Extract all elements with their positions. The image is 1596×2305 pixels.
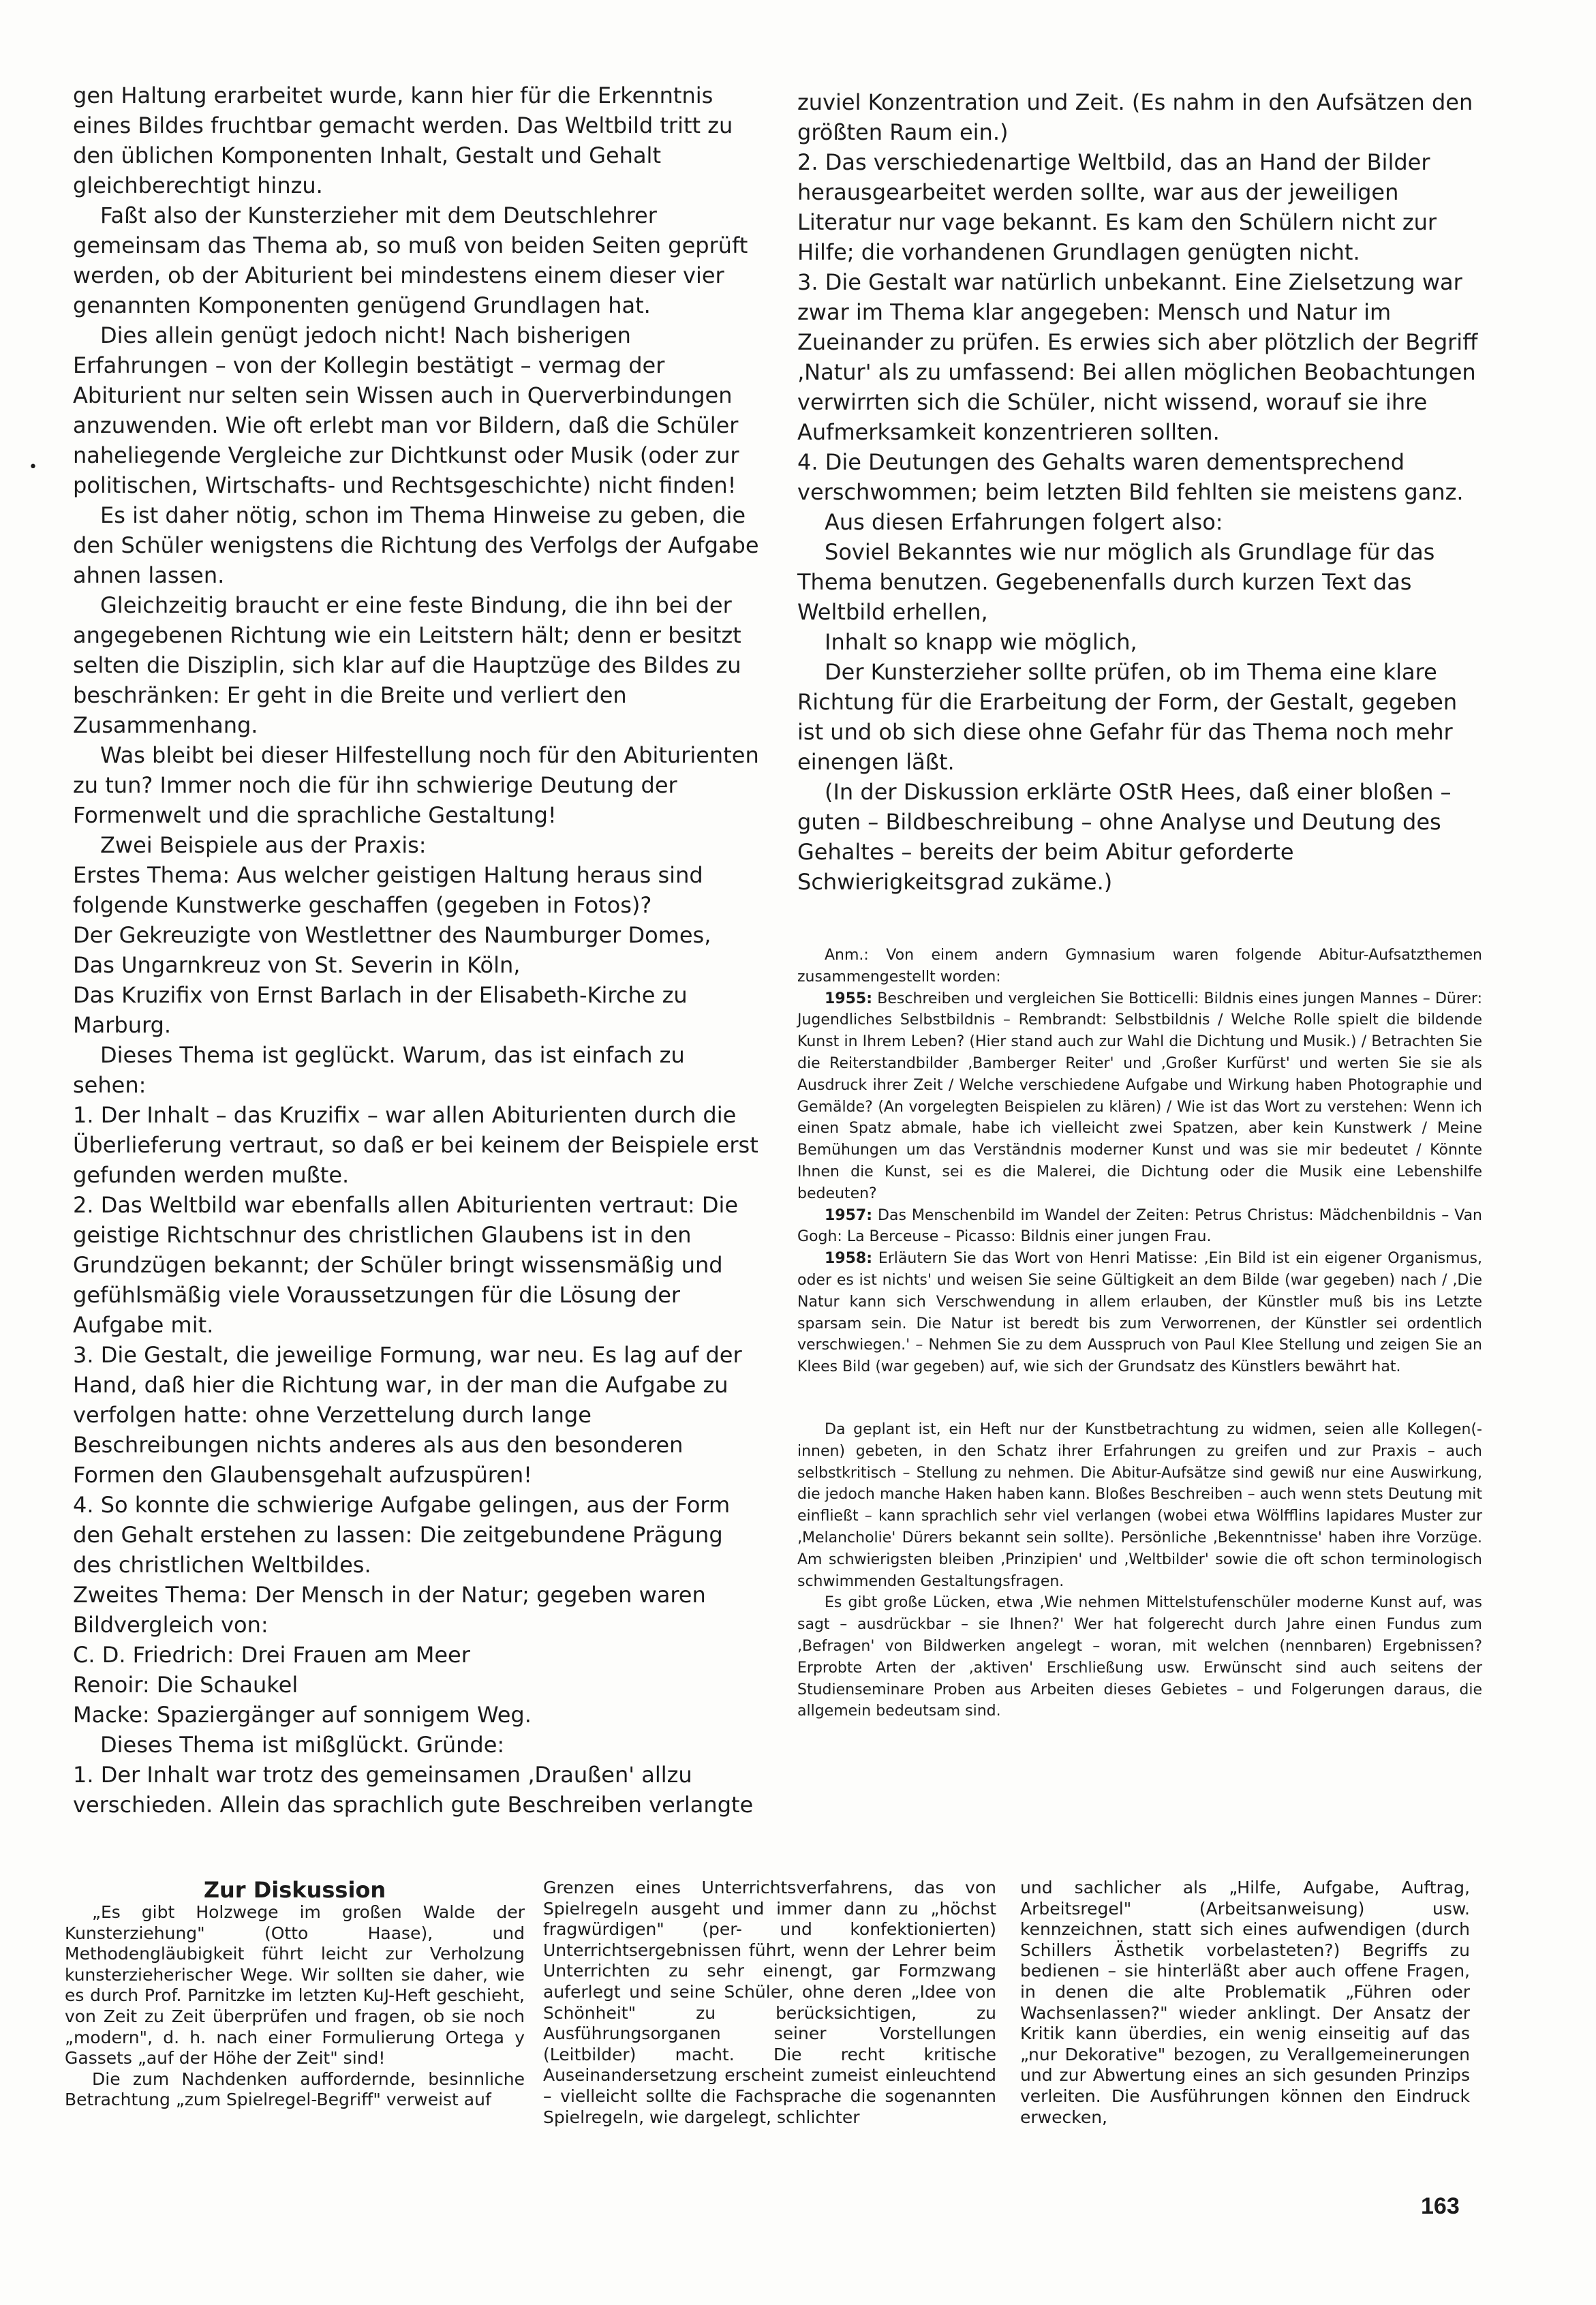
- discussion-paragraph: Die zum Nachdenken auffordernde, besinnliche Betrachtung „zum Spielregel-Begriff" verweist auf: [65, 2069, 525, 2110]
- left-paragraph: Das Kruzifix von Ernst Barlach in der Elisabeth-Kirche zu Marburg.: [73, 982, 688, 1038]
- right-paragraph: 2. Das verschiedenartige Weltbild, das an Hand der Bilder herausgearbeitet werden sollte, war aus der jeweiligen Literatur nur vage bekannt. Es kam den Schülern nicht zur Hilfe; die vorhandenen Grundlagen genügten nicht.: [797, 149, 1437, 265]
- left-column: [73, 80, 761, 1820]
- right-paragraph: zuviel Konzentration und Zeit. (Es nahm in den Aufsätzen den größten Raum ein.): [797, 89, 1473, 145]
- discussion-column-2: [543, 1878, 996, 2128]
- note-year-text: Beschreiben und vergleichen Sie Botticelli: Bildnis eines jungen Mannes – Dürer: Jugendliches Selbstbildnis – Rembrandt: Selbstbildnis / Welche Rolle spielt die bildende Kunst in Ihrem Leben? (Hier stand auch zur Wahl die Dichtung und Musik.) / Betrachten Sie die Reiterstandbilder ‚Bamberger Reiter' und ‚Großer Kurfürst' und werten Sie sie als Ausdruck ihrer Zeit / Welche verschiedene Aufgabe und Wirkung haben Photographie und Gemälde? (An vorgelegten Beispielen zu klären) / Wie ist das Wort zu verstehen: Wenn ich einen Spatz abmale, habe ich vielleicht zwei Spatzen, aber kein Kunstwerk / Meine Bemühungen um das Verständnis moderner Kunst und was sie mir bedeutet / Könnte Ihnen die Kunst, sei es die Malerei, die Dichtung oder die Musik eine Lebenshilfe bedeuten?: [797, 990, 1482, 1202]
- note-year-entry: [797, 988, 1482, 1205]
- note-year-text: Das Menschenbild im Wandel der Zeiten: Petrus Christus: Mädchenbildnis – Van Gogh: La Berceuse – Picasso: Bildnis einer jungen Frau.: [797, 1206, 1482, 1246]
- note-year: 1955:: [825, 990, 873, 1007]
- right-paragraph: Der Kunsterzieher sollte prüfen, ob im Thema eine klare Richtung für die Erarbeitung der Form, der Gestalt, gegeben ist und ob sich diese ohne Gefahr für das Thema noch mehr einengen läßt.: [797, 659, 1458, 775]
- right-paragraph: 4. Die Deutungen des Gehalts waren dementsprechend verschwommen; beim letzten Bild fehlten sie meistens ganz.: [797, 449, 1464, 505]
- left-paragraph: Renoir: Die Schaukel: [73, 1672, 298, 1698]
- editorial-paragraph: Da geplant ist, ein Heft nur der Kunstbetrachtung zu widmen, seien alle Kollegen(-innen) gebeten, in den Schatz ihrer Erfahrungen zu greifen und zur Praxis – auch selbstkritisch – Stellung zu nehmen. Die Abitur-Aufsätze sind gewiß nur eine Auswirkung, die jedoch manche Haken haben kann. Bloßes Beschreiben – auch wenn stets Deutung mit einfließt – kann sprachlich sehr viel verlangen (wobei etwa Wölfflins lapidares Muster zur ‚Melancholie' Dürers bekannt sein sollte). Persönliche ‚Bekenntnisse' haben ihre Vorzüge. Am schwierigsten bleiben ‚Prinzipien' und ‚Weltbilder' sowie die oft schon terminologisch schwimmenden Gestaltungsfragen.: [797, 1420, 1482, 1590]
- left-paragraph: Faßt also der Kunsterzieher mit dem Deutschlehrer gemeinsam das Thema ab, so muß von beiden Seiten geprüft werden, ob der Abiturient bei mindestens einem dieser vier genannten Komponenten genügend Grundlagen hat.: [73, 202, 748, 318]
- right-paragraph: Inhalt so knapp wie möglich,: [825, 629, 1137, 655]
- left-paragraph: Erstes Thema: Aus welcher geistigen Haltung heraus sind folgende Kunstwerke geschaffen (gegeben in Fotos)?: [73, 862, 703, 918]
- left-paragraph: Was bleibt bei dieser Hilfestellung noch für den Abiturienten zu tun? Immer noch die für ihn schwierige Deutung der Formenwelt und die sprachliche Gestaltung!: [73, 742, 759, 828]
- editorial-note: [797, 1419, 1482, 1722]
- left-paragraph: 1. Der Inhalt – das Kruzifix – war allen Abiturienten durch die Überlieferung vertraut, so daß er bei keinem der Beispiele erst gefunden werden mußte.: [73, 1102, 758, 1188]
- note-year-entry: [797, 1205, 1482, 1249]
- discussion-paragraph: Grenzen eines Unterrichtsverfahrens, das von Spielregeln ausgeht und immer dann zu „höchst fragwürdigen" (per- und konfektionierten) Unterrichtsergebnissen führt, wenn der Lehrer beim Unterrichten zu sehr einengt, gar Formzwang auferlegt und seine Schüler, ohne deren „Idee von Schönheit" zu berücksichtigen, zu Ausführungsorganen seiner Vorstellungen (Leitbilder) macht. Die recht kritische Auseinandersetzung erscheint zumeist einleuchtend – vielleicht sollte die Fachsprache die sogenannten Spielregeln, wie dargelegt, schlichter: [543, 1878, 996, 2127]
- left-paragraph: Dieses Thema ist mißglückt. Gründe:: [100, 1732, 505, 1758]
- note-year-entry: [797, 1248, 1482, 1378]
- left-paragraph: Das Ungarnkreuz von St. Severin in Köln,: [73, 952, 521, 978]
- left-paragraph: 3. Die Gestalt, die jeweilige Formung, war neu. Es lag auf der Hand, daß hier die Richtung war, in der man die Aufgabe zu verfolgen hatte: ohne Verzettelung durch lange Beschreibungen nichts anderes als aus den besonderen Formen den Glaubensgehalt aufzuspüren!: [73, 1342, 742, 1488]
- left-paragraph: 4. So konnte die schwierige Aufgabe gelingen, aus der Form den Gehalt erstehen zu lassen: Die zeitgebundene Prägung des christlichen Weltbildes.: [73, 1492, 731, 1578]
- page-number: 163: [1421, 2193, 1460, 2219]
- left-paragraph: 2. Das Weltbild war ebenfalls allen Abiturienten vertraut: Die geistige Richtschnur des christlichen Glaubens ist in den Grundzügen bekannt; der Schüler bringt wissensmäßig und gefühlsmäßig viele Voraussetzungen für die Lösung der Aufgabe mit.: [73, 1192, 739, 1338]
- left-paragraph: Gleichzeitig braucht er eine feste Bindung, die ihn bei der angegebenen Richtung wie ein Leitstern hält; denn er besitzt selten die Disziplin, sich klar auf die Hauptzüge des Bildes zu beschränken: Er geht in die Breite und verliert den Zusammenhang.: [73, 592, 741, 738]
- note-year-text: Erläutern Sie das Wort von Henri Matisse: ‚Ein Bild ist ein eigener Organismus, oder es ist nichts' und weisen Sie seine Gültigkeit an dem Bilde (war gegeben) nach / ‚Die Natur kann sich Verschwendung in allem erlauben, der Künstler muß bis ins Letzte sparsam sein. Die Natur ist beredt bis zum Verworrenen, der Künstler sei ordentlich verschwiegen.' – Nehmen Sie zu dem Ausspruch von Paul Klee Stellung und zeigen Sie an Klees Bild (war gegeben) auf, wie sich der Grundsatz des Künstlers bewährt hat.: [797, 1250, 1482, 1376]
- annotation-note: [797, 945, 1482, 1378]
- left-paragraph: Dies allein genügt jedoch nicht! Nach bisherigen Erfahrungen – von der Kollegin bestätigt – vermag der Abiturient nur selten sein Wissen auch in Querverbindungen anzuwenden. Wie oft erlebt man vor Bildern, daß die Schüler naheliegende Vergleiche zur Dichtkunst oder Musik (oder zur politischen, Wirtschafts- und Rechtsgeschichte) nicht finden!: [73, 322, 739, 498]
- editorial-paragraph: Es gibt große Lücken, etwa ‚Wie nehmen Mittelstufenschüler moderne Kunst auf, was sagt – ausdrückbar – sie Ihnen?' Wer hat folgerecht durch Jahre einen Fundus zum ‚Befragen' von Bildwerken angelegt – woran, mit welchen (nennbaren) Ergebnissen? Erprobte Arten der ‚aktiven' Erschließung usw. Erwünscht sind auch seitens der Studienseminare Proben aus Arbeiten dieses Gebietes – und Folgerungen daraus, die allgemein bedeutsam sind.: [797, 1594, 1482, 1720]
- right-paragraph: (In der Diskussion erklärte OStR Hees, daß einer bloßen – guten – Bildbeschreibung – ohne Analyse und Deutung des Gehaltes – bereits der beim Abitur geforderte Schwierigkeitsgrad zukäme.): [797, 779, 1452, 895]
- margin-dot: •: [29, 459, 37, 476]
- discussion-paragraph: und sachlicher als „Hilfe, Aufgabe, Auftrag, Arbeitsregel" (Arbeitsanweisung) usw. kennzeichnen, statt sich eines aufwendigen (durch Schillers Ästhetik vorbelasteten?) Begriffs zu bedienen – sie hinterläßt aber auch offene Fragen, in denen die alte Problematik „Führen oder Wachsenlassen?" wieder anklingt. Der Ansatz der Kritik kann überdies, ein wenig einseitig auf das „nur Dekorative" bezogen, zu Verallgemeinerungen und zur Abwertung eines an sich gesunden Prinzips verleiten. Die Ausführungen können den Eindruck erwecken,: [1020, 1878, 1470, 2127]
- left-paragraph: Macke: Spaziergänger auf sonnigem Weg.: [73, 1702, 532, 1728]
- discussion-title: Zur Diskussion: [203, 1877, 386, 1903]
- left-paragraph: 1. Der Inhalt war trotz des gemeinsamen ‚Draußen' allzu verschieden. Allein das sprachlich gute Beschreiben verlangte: [73, 1762, 754, 1818]
- left-paragraph: gen Haltung erarbeitet wurde, kann hier für die Erkenntnis eines Bildes fruchtbar gemacht werden. Das Weltbild tritt zu den üblichen Komponenten Inhalt, Gestalt und Gehalt gleichberechtigt hinzu.: [73, 82, 733, 198]
- note-year: 1958:: [825, 1250, 873, 1268]
- right-paragraph: Aus diesen Erfahrungen folgert also:: [825, 509, 1223, 535]
- left-paragraph: Der Gekreuzigte von Westlettner des Naumburger Domes,: [73, 922, 711, 948]
- left-paragraph: C. D. Friedrich: Drei Frauen am Meer: [73, 1642, 470, 1668]
- note-year: 1957:: [825, 1206, 873, 1224]
- discussion-column-1: [65, 1878, 525, 2111]
- discussion-paragraph: „Es gibt Holzwege im großen Walde der Kunsterziehung" (Otto Haase), und Methodengläubigkeit führt leicht zur Verholzung kunsterzieherischer Wege. Wir sollten sie daher, wie es durch Prof. Parnitzke im letzten KuJ-Heft geschieht, von Zeit zu Zeit überprüfen und fragen, ob sie noch „modern", d. h. nach einer Formulierung Ortega y Gassets „auf der Höhe der Zeit" sind!: [65, 1902, 525, 2069]
- right-paragraph: Soviel Bekanntes wie nur möglich als Grundlage für das Thema benutzen. Gegebenenfalls durch kurzen Text das Weltbild erhellen,: [797, 539, 1435, 625]
- discussion-column-3: [1020, 1878, 1470, 2128]
- right-paragraph: 3. Die Gestalt war natürlich unbekannt. Eine Zielsetzung war zwar im Thema klar angegeben: Mensch und Natur im Zueinander zu prüfen. Es erwies sich aber plötzlich der Begriff ‚Natur' als zu umfassend: Bei allen möglichen Beobachtungen verwirrten sich die Schüler, nicht wissend, worauf sie ihre Aufmerksamkeit konzentrieren sollten.: [797, 269, 1478, 445]
- right-column: [797, 87, 1482, 1722]
- left-paragraph: Es ist daher nötig, schon im Thema Hinweise zu geben, die den Schüler wenigstens die Richtung des Verfolgs der Aufgabe ahnen lassen.: [73, 502, 759, 588]
- left-paragraph: Dieses Thema ist geglückt. Warum, das ist einfach zu sehen:: [73, 1042, 685, 1098]
- left-paragraph: Zwei Beispiele aus der Praxis:: [100, 832, 427, 858]
- note-intro: Anm.: Von einem andern Gymnasium waren folgende Abitur-Aufsatzthemen zusammengestellt worden:: [797, 947, 1482, 986]
- left-paragraph: Zweites Thema: Der Mensch in der Natur; gegeben waren Bildvergleich von:: [73, 1582, 706, 1638]
